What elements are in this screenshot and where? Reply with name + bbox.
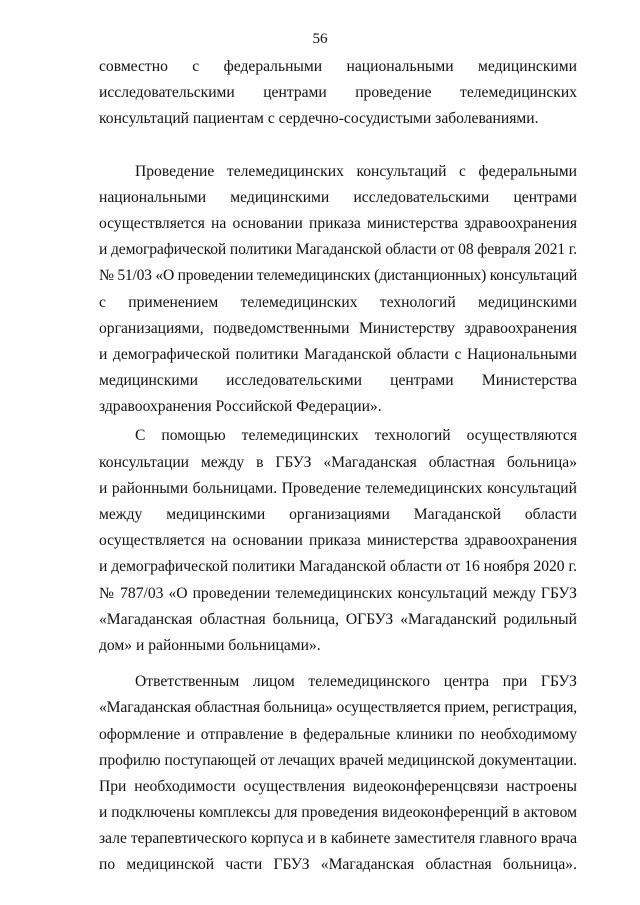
text-line: и районными больницами. Проведение телемедицинских консультаций <box>99 479 577 497</box>
paragraph-4 <box>99 669 577 879</box>
text-line: национальными медицинскими исследовательскими центрами <box>99 188 577 206</box>
text-line: и демографической политики Магаданской области с Национальными <box>99 345 577 363</box>
text-line: С помощью телемедицинских технологий осуществляются <box>135 427 577 445</box>
text-line: медицинскими исследовательскими центрами Министерства <box>99 372 577 390</box>
text-line: и демографической политики Магаданской области от 16 ноября 2020 г. <box>99 558 577 576</box>
paragraph-gap <box>99 133 577 159</box>
text-line: организациями, подведомственными Министерству здравоохранения <box>99 319 577 337</box>
text-line: При необходимости осуществления видеоконференцсвязи настроены <box>99 777 577 795</box>
text-line: профилю поступающей от лечащих врачей медицинской документации. <box>99 751 577 769</box>
text-line: зале терапевтического корпуса и в кабинете заместителя главного врача <box>99 830 577 848</box>
text-line: консультаций пациентам с сердечно-сосудистыми заболеваниями. <box>99 110 539 128</box>
text-line: осуществляется на основании приказа министерства здравоохранения <box>99 214 577 232</box>
text-line: осуществляется на основании приказа министерства здравоохранения <box>99 532 577 550</box>
text-line: «Магаданская областная больница» осуществляется прием, регистрация, <box>99 699 578 717</box>
paragraph-gap <box>99 659 577 669</box>
text-line: исследовательскими центрами проведение телемедицинских <box>99 84 577 102</box>
text-line: и подключены комплексы для проведения видеоконференций в актовом <box>99 804 577 822</box>
document-body <box>99 54 577 879</box>
text-line: дом» и районными больницами». <box>99 636 321 654</box>
text-line: Ответственным лицом телемедицинского центра при ГБУЗ <box>135 673 577 691</box>
text-line: консультации между в ГБУЗ «Магаданская областная больница» <box>99 453 577 471</box>
text-line: совместно с федеральными национальными медицинскими <box>99 58 577 75</box>
text-line: № 787/03 «О проведении телемедицинских консультаций между ГБУЗ <box>99 584 577 602</box>
text-line: и демографической политики Магаданской области от 08 февраля 2021 г. <box>99 241 578 259</box>
text-line: с применением телемедицинских технологий медицинскими <box>99 293 577 311</box>
text-line: № 51/03 «О проведении телемедицинских (дистанционных) консультаций <box>99 267 577 285</box>
text-line: здравоохранения Российской Федерации». <box>99 398 382 416</box>
page-number: 56 <box>312 31 328 47</box>
paragraph-2 <box>99 159 577 421</box>
text-line: Проведение телемедицинских консультаций с федеральными <box>135 162 577 180</box>
text-line: по медицинской части ГБУЗ «Магаданская областная больница». <box>99 856 577 874</box>
paragraph-1 <box>99 54 577 133</box>
text-line: «Магаданская областная больница, ОГБУЗ «Магаданский родильный <box>99 610 577 628</box>
text-line: между медицинскими организациями Магаданской области <box>99 506 577 523</box>
text-line: оформление и отправление в федеральные клиники по необходимому <box>99 725 577 743</box>
paragraph-3 <box>99 423 577 659</box>
